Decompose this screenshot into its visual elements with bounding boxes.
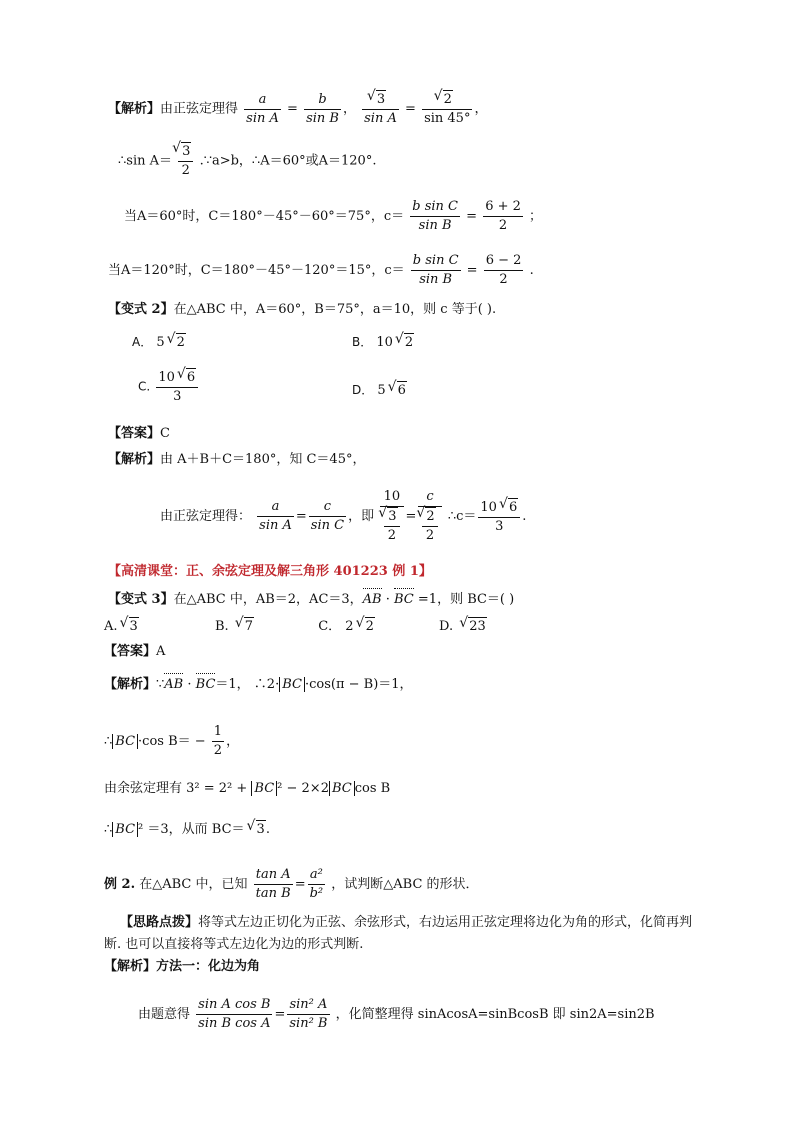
fraction: √ $\frac{3}{\text{sin A}}$ (362, 90, 399, 128)
hd-class-reference: 【高清课堂：正、余弦定理及解三角形 401223 例 1】 (108, 564, 432, 579)
variant2-option-a: A． 5√ 2 (132, 333, 186, 352)
variant2-option-b: B． 10√ 2 (352, 333, 414, 352)
fraction: $\frac{6 + 2}{2}$ (485, 199, 521, 233)
variant2-answer: 【答案】C (108, 426, 170, 441)
fraction: $\frac{\text{b sin C}}{\text{sin B}}$ (412, 199, 458, 233)
fraction: √ $\frac{3}{2}$ (178, 142, 193, 180)
fraction: $\frac{b}{\text{sin B}}$ (306, 91, 339, 126)
fraction: $\frac{a}{\text{sin A}}$ (246, 91, 279, 126)
example2-hint-line1: 【思路点拨】将等式左边正切化为正弦、余弦形式，右边运用正弦定理将边化为角的形式，化简再判 (120, 915, 693, 930)
variant3-options: A.√ 3 B. √ 7 C． 2√ 2 D. √ 23 (104, 617, 487, 636)
variant3-answer: 【答案】A (104, 644, 166, 659)
fraction: √ $\frac{2}{\sin 45^\circ}$ (422, 90, 472, 128)
example2-hint-line2: 断. 也可以直接将等式左边化为边的形式判断. (104, 937, 364, 952)
fraction: $\frac{6 - 2}{2}$ (485, 253, 522, 287)
fraction: $\frac{\text{b sin C}}{\text{sin B}}$ (412, 253, 459, 287)
example2-question: 例 2. 在△ABC 中，已知 $\frac{\text{tan A}}{\text{tan B}}$ = $\frac{\text{a²}}{\text{b²}}$ ，试判断△ABC 的形状． (104, 867, 479, 901)
ex1-analysis-line1: 【解析】由正弦定理得 $\frac{a}{\text{sin A}}$ = $\frac{b}{\text{sin B}}$ ， √ $\frac{3}{\text{sin A}}$ = √ $\frac{2}{\sin 45^\circ}$ ， (108, 90, 487, 128)
variant2-analysis-line1: 【解析】由 A＋B＋C＝180°，知 C＝45°， (108, 452, 366, 467)
ex1-analysis-line3: 当A＝60°时，C＝180°－45°－60°＝75°，c＝ $\frac{\text{b sin C}}{\text{sin B}}$ = $\frac{6 + 2}{2}$ ； (124, 199, 543, 233)
variant3-question: 【变式 3】在△ABC 中，AB＝2，AC＝3，AB · BC =1，则 BC＝( ) (108, 592, 515, 607)
variant2-option-d: D． 5√ 6 (352, 381, 407, 400)
variant3-analysis-line4: ∴ BC ² ＝3，从而 BC＝√ 3. (104, 820, 270, 839)
ex1-analysis-line2: ∴sin A＝ √ $\frac{3}{2}$ .∵a>b，∴A＝60°或A＝120°. (118, 142, 376, 180)
variant3-analysis-line3: 由余弦定理有 3² = 2² + BC ² − 2×2 BC cos B (104, 781, 391, 796)
variant2-analysis-line2: 由正弦定理得： $\frac{a}{\text{sin A}}$ = $\frac{c}{\text{sin C}}$ ，即 10 √ $\frac{3}{2}$ = c √ $\frac{2}{2}$ ∴c＝ $\frac{10√ 6}{3}$ . (160, 488, 526, 545)
variant2-option-c: C. $\frac{10√ 6}{3}$ (138, 368, 200, 406)
variant3-analysis-line2: ∴ BC ·cos B＝ − $\frac{1}{2}$ ， (104, 724, 240, 758)
variant3-analysis-line1: 【解析】∵AB · BC＝1， ∴2· BC ·cos(π − B)＝1， (104, 677, 413, 692)
example2-analysis-method1: 【解析】方法一：化边为角 (104, 959, 261, 974)
variant2-question: 【变式 2】在△ABC 中，A＝60°，B＝75°，a＝10，则 c 等于( ). (108, 302, 497, 317)
ex1-analysis-line4: 当A＝120°时，C＝180°－45°－120°＝15°，c＝ $\frac{\text{b sin C}}{\text{sin B}}$ = $\frac{6 - 2}{2}$ . (108, 253, 534, 287)
example2-analysis-line1: 由题意得 $\frac{\text{sin A cos B}}{\text{sin B cos A}}$ = $\frac{\text{sin² A}}{\text{sin² B}}$ ，化简整理得 sinAcosA=sinBcosB 即 sin2A=sin2B (138, 997, 655, 1031)
fraction: $\frac{10√ 6}{3}$ (156, 368, 198, 406)
